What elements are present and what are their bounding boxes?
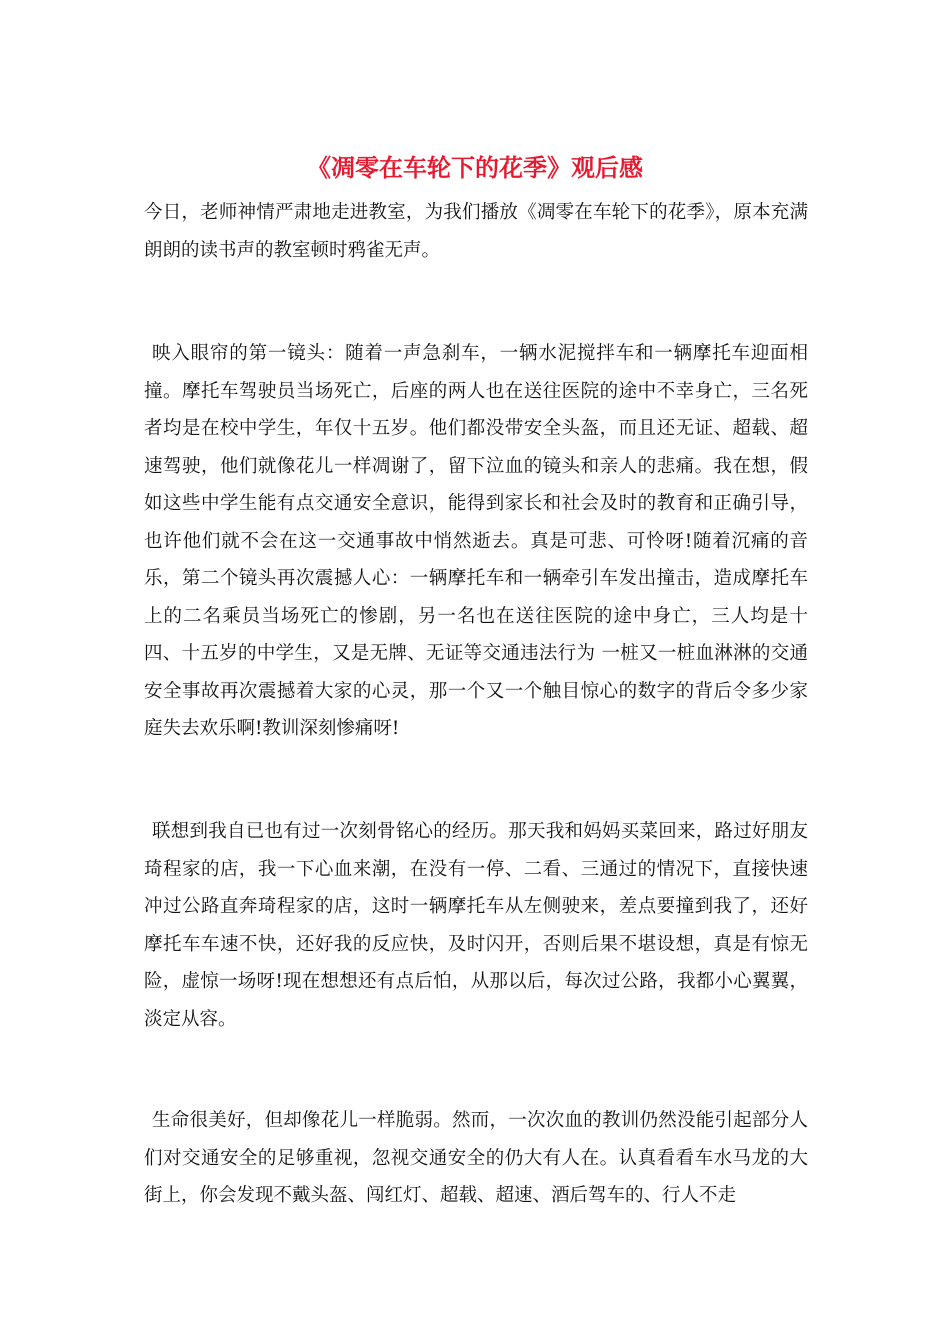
paragraph-intro: 今日，老师神情严肃地走进教室，为我们播放《凋零在车轮下的花季》，原本充满朗朗的读书声的教室顿时鸦雀无声。 <box>144 202 808 261</box>
paragraph-first-scene: 映入眼帘的第一镜头：随着一声急刹车，一辆水泥搅拌车和一辆摩托车迎面相撞。摩托车驾驶员当场死亡，后座的两人也在送往医院的途中不幸身亡，三名死者均是在校中学生，年仅十五岁。他们都没带安全头盔，而且还无证、超载、超速驾驶，他们就像花儿一样凋谢了，留下泣血的镜头和亲人的悲痛。我在想，假如这些中学生能有点交通安全意识，能得到家长和社会及时的教育和正确引导，也许他们就不会在这一交通事故中悄然逝去。真是可悲、可怜呀!随着沉痛的音乐，第二个镜头再次震撼人心：一辆摩托车和一辆牵引车发出撞击，造成摩托车上的二名乘员当场死亡的惨剧，另一名也在送往医院的途中身亡，三人均是十四、十五岁的中学生，又是无牌、无证等交通违法行为 一桩又一桩血淋淋的交通安全事故再次震撼着大家的心灵，那一个又一个触目惊心的数字的背后令多少家庭失去欢乐啊!教训深刻惨痛呀! <box>144 343 808 739</box>
document-title: 《凋零在车轮下的花季》观后感 <box>307 153 643 182</box>
paragraph-personal-experience: 联想到我自已也有过一次刻骨铭心的经历。那天我和妈妈买菜回来，路过好朋友琦程家的店，我一下心血来潮，在没有一停、二看、三通过的情况下，直接快速冲过公路直奔琦程家的店，这时一辆摩托车从左侧驶来，差点要撞到我了，还好摩托车车速不快，还好我的反应快，及时闪开，否则后果不堪设想，真是有惊无险，虚惊一场呀!现在想想还有点后怕，从那以后，每次过公路，我都小心翼翼，淡定从容。 <box>144 821 808 1030</box>
paragraph-reflection: 生命很美好，但却像花儿一样脆弱。然而，一次次血的教训仍然没能引起部分人们对交通安全的足够重视，忽视交通安全的仍大有人在。认真看看车水马龙的大街上，你会发现不戴头盔、闯红灯、超载、超速、酒后驾车的、行人不走 <box>144 1110 808 1206</box>
